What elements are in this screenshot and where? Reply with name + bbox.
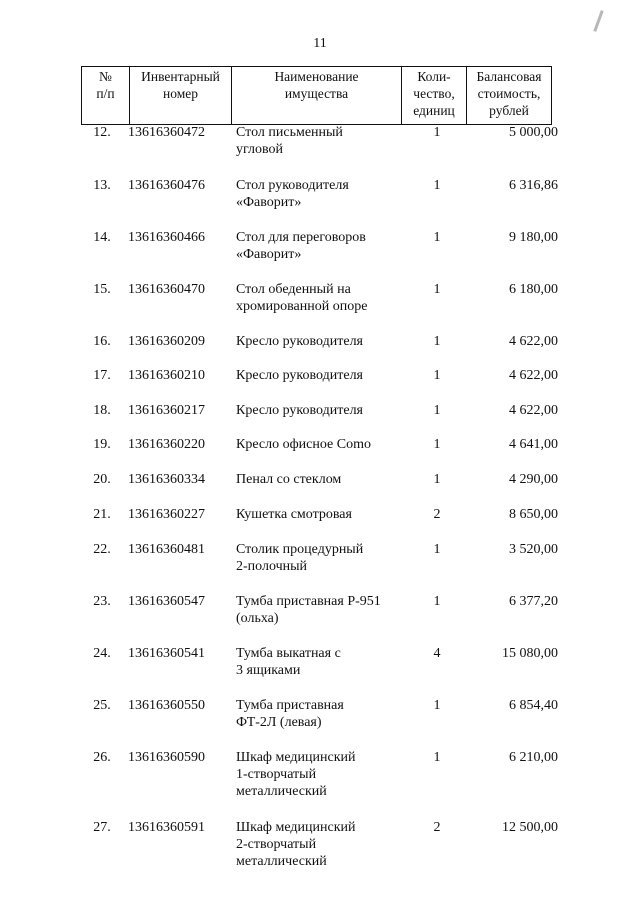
inventory-number: 13616360217 xyxy=(128,403,205,418)
inventory-number: 13616360472 xyxy=(128,125,205,140)
item-name: Кушетка смотровая xyxy=(236,507,352,522)
inventory-number: 13616360541 xyxy=(128,646,205,661)
row-number: 23. xyxy=(93,594,111,609)
page-number: 11 xyxy=(313,36,327,51)
row-number: 21. xyxy=(93,507,111,522)
header-num: № п/п xyxy=(82,67,130,125)
item-name: Стол письменный угловой xyxy=(236,125,343,157)
row-number: 26. xyxy=(93,750,111,765)
inventory-number: 13616360209 xyxy=(128,334,205,349)
balance-cost: 6 180,00 xyxy=(509,282,558,297)
balance-cost: 5 000,00 xyxy=(509,125,558,140)
balance-cost: 3 520,00 xyxy=(509,542,558,557)
row-number: 16. xyxy=(93,334,111,349)
balance-cost: 4 622,00 xyxy=(509,334,558,349)
item-name: Кресло руководителя xyxy=(236,403,363,418)
quantity: 1 xyxy=(433,542,441,557)
inventory-number: 13616360591 xyxy=(128,820,205,835)
balance-cost: 4 290,00 xyxy=(509,472,558,487)
header-quantity: Коли- чество, единиц xyxy=(402,67,467,125)
quantity: 1 xyxy=(433,750,441,765)
row-number: 27. xyxy=(93,820,111,835)
row-number: 19. xyxy=(93,437,111,452)
item-name: Столик процедурный 2-полочный xyxy=(236,542,364,574)
item-name: Тумба приставная Р-951 (ольха) xyxy=(236,594,381,626)
balance-cost: 6 210,00 xyxy=(509,750,558,765)
balance-cost: 4 622,00 xyxy=(509,403,558,418)
header-name: Наименование имущества xyxy=(232,67,402,125)
quantity: 1 xyxy=(433,368,441,383)
balance-cost: 4 622,00 xyxy=(509,368,558,383)
balance-cost: 6 854,40 xyxy=(509,698,558,713)
inventory-number: 13616360227 xyxy=(128,507,205,522)
quantity: 4 xyxy=(433,646,441,661)
item-name: Тумба приставная ФТ-2Л (левая) xyxy=(236,698,344,730)
inventory-number: 13616360547 xyxy=(128,594,205,609)
balance-cost: 8 650,00 xyxy=(509,507,558,522)
item-name: Стол для переговоров «Фаворит» xyxy=(236,230,366,262)
row-number: 20. xyxy=(93,472,111,487)
balance-cost: 12 500,00 xyxy=(502,820,558,835)
row-number: 12. xyxy=(93,125,111,140)
inventory-number: 13616360210 xyxy=(128,368,205,383)
quantity: 2 xyxy=(433,507,441,522)
balance-cost: 6 377,20 xyxy=(509,594,558,609)
header-cost: Балансовая стоимость, рублей xyxy=(467,67,552,125)
item-name: Стол обеденный на хромированной опоре xyxy=(236,282,368,314)
item-name: Стол руководителя «Фаворит» xyxy=(236,178,349,210)
quantity: 1 xyxy=(433,472,441,487)
quantity: 1 xyxy=(433,403,441,418)
inventory-number: 13616360481 xyxy=(128,542,205,557)
item-name: Шкаф медицинский 1-створчатый металлический xyxy=(236,750,356,799)
row-number: 18. xyxy=(93,403,111,418)
balance-cost: 15 080,00 xyxy=(502,646,558,661)
row-number: 24. xyxy=(93,646,111,661)
inventory-number: 13616360334 xyxy=(128,472,205,487)
quantity: 1 xyxy=(433,334,441,349)
quantity: 1 xyxy=(433,178,441,193)
inventory-number: 13616360476 xyxy=(128,178,205,193)
balance-cost: 9 180,00 xyxy=(509,230,558,245)
row-number: 13. xyxy=(93,178,111,193)
row-number: 17. xyxy=(93,368,111,383)
quantity: 1 xyxy=(433,698,441,713)
quantity: 2 xyxy=(433,820,441,835)
quantity: 1 xyxy=(433,125,441,140)
quantity: 1 xyxy=(433,230,441,245)
item-name: Тумба выкатная с 3 ящиками xyxy=(236,646,341,678)
item-name: Кресло руководителя xyxy=(236,334,363,349)
quantity: 1 xyxy=(433,282,441,297)
header-inventory: Инвентарный номер xyxy=(130,67,232,125)
balance-cost: 4 641,00 xyxy=(509,437,558,452)
row-number: 25. xyxy=(93,698,111,713)
balance-cost: 6 316,86 xyxy=(509,178,558,193)
item-name: Кресло офисное Como xyxy=(236,437,371,452)
inventory-number: 13616360466 xyxy=(128,230,205,245)
inventory-number: 13616360550 xyxy=(128,698,205,713)
row-number: 14. xyxy=(93,230,111,245)
inventory-number: 13616360590 xyxy=(128,750,205,765)
item-name: Пенал со стеклом xyxy=(236,472,342,487)
inventory-number: 13616360470 xyxy=(128,282,205,297)
row-number: 15. xyxy=(93,282,111,297)
quantity: 1 xyxy=(433,594,441,609)
quantity: 1 xyxy=(433,437,441,452)
item-name: Кресло руководителя xyxy=(236,368,363,383)
item-name: Шкаф медицинский 2-створчатый металлический xyxy=(236,820,356,869)
row-number: 22. xyxy=(93,542,111,557)
inventory-number: 13616360220 xyxy=(128,437,205,452)
